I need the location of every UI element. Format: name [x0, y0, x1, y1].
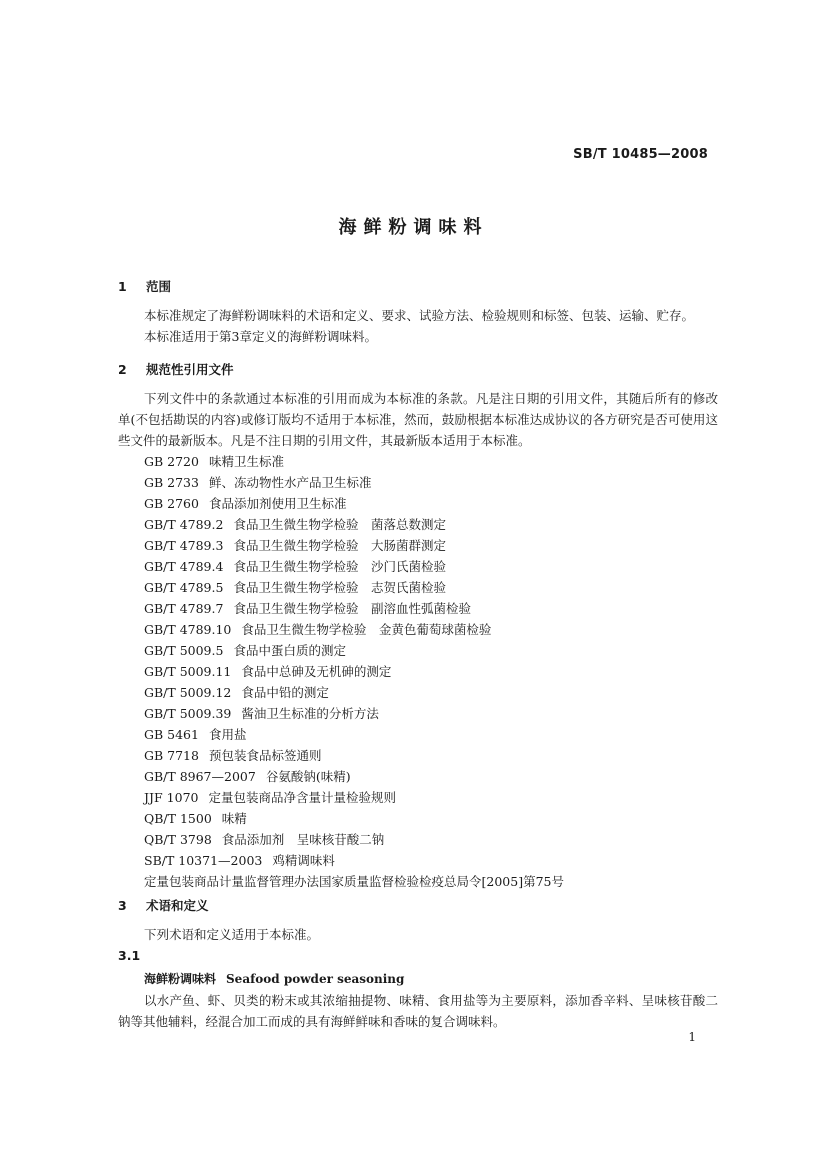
reference-code: GB/T 5009.12 — [144, 685, 232, 700]
reference-list — [118, 451, 718, 871]
reference-code: JJF 1070 — [144, 790, 199, 805]
reference-item — [144, 724, 718, 745]
reference-item — [144, 493, 718, 514]
reference-code: GB/T 5009.39 — [144, 706, 232, 721]
reference-code: GB 5461 — [144, 727, 199, 742]
reference-code: GB/T 4789.3 — [144, 538, 224, 553]
section-title: 规范性引用文件 — [146, 362, 234, 377]
reference-code: GB 2733 — [144, 475, 199, 490]
reference-code: GB/T 4789.4 — [144, 559, 224, 574]
reference-item — [144, 556, 718, 577]
reference-code: GB 7718 — [144, 748, 199, 763]
term-english: Seafood powder seasoning — [226, 972, 405, 986]
section-normative-references — [118, 359, 718, 892]
section-terms — [118, 895, 718, 1032]
reference-code: QB/T 3798 — [144, 832, 212, 847]
reference-title: 食品添加剂使用卫生标准 — [208, 496, 347, 511]
reference-item — [144, 640, 718, 661]
section-number: 2 — [118, 362, 127, 377]
reference-title: 鲜、冻动物性水产品卫生标准 — [208, 475, 372, 490]
reference-item — [144, 451, 718, 472]
paragraph: 下列文件中的条款通过本标准的引用而成为本标准的条款。凡是注日期的引用文件，其随后所有的修改单(不包括勘误的内容)或修订版均不适用于本标准，然而，鼓励根据本标准达成协议的各方研究是否可使用这些文件的最新版本。凡是不注日期的引用文件，其最新版本适用于本标准。 — [118, 391, 718, 448]
page-number: 1 — [688, 1030, 696, 1044]
reference-item — [144, 472, 718, 493]
reference-item — [144, 787, 718, 808]
reference-title: 酱油卫生标准的分析方法 — [241, 706, 379, 721]
reference-title: 食品卫生微生物学检验 大肠菌群测定 — [233, 538, 446, 553]
reference-title: 食品卫生微生物学检验 志贺氏菌检验 — [233, 580, 446, 595]
reference-item — [144, 766, 718, 787]
reference-title: 预包装食品标签通则 — [208, 748, 322, 763]
reference-item — [144, 745, 718, 766]
reference-title: 食品卫生微生物学检验 菌落总数测定 — [233, 517, 446, 532]
reference-code: QB/T 1500 — [144, 811, 212, 826]
reference-item — [144, 598, 718, 619]
standard-code: SB/T 10485—2008 — [573, 147, 708, 162]
reference-code: GB/T 4789.10 — [144, 622, 232, 637]
reference-title: 食用盐 — [208, 727, 247, 742]
reference-title: 食品中铅的测定 — [241, 685, 329, 700]
section-number: 1 — [118, 279, 127, 294]
section-heading — [118, 276, 718, 297]
reference-item — [144, 619, 718, 640]
reference-item — [144, 514, 718, 535]
reference-title: 食品卫生微生物学检验 副溶血性弧菌检验 — [233, 601, 471, 616]
reference-title: 鸡精调味料 — [272, 853, 335, 868]
reference-code: GB 2720 — [144, 454, 199, 469]
reference-item — [144, 808, 718, 829]
reference-item — [144, 829, 718, 850]
reference-code: GB/T 4789.7 — [144, 601, 224, 616]
term-entry — [118, 969, 718, 990]
reference-title: 食品中蛋白质的测定 — [233, 643, 346, 658]
section-scope — [118, 276, 718, 347]
reference-item — [144, 577, 718, 598]
paragraph: 本标准适用于第3章定义的海鲜粉调味料。 — [144, 329, 377, 344]
reference-code: GB/T 4789.5 — [144, 580, 224, 595]
decree-reference: 定量包装商品计量监督管理办法国家质量监督检验检疫总局令[2005]第75号 — [144, 874, 564, 889]
reference-title: 味精卫生标准 — [208, 454, 284, 469]
reference-item — [144, 535, 718, 556]
section-number: 3 — [118, 898, 127, 913]
reference-code: GB/T 5009.5 — [144, 643, 224, 658]
reference-title: 食品卫生微生物学检验 沙门氏菌检验 — [233, 559, 446, 574]
reference-item — [144, 850, 718, 871]
reference-code: GB/T 5009.11 — [144, 664, 232, 679]
term-chinese: 海鲜粉调味料 — [144, 972, 217, 986]
reference-code: GB/T 8967—2007 — [144, 769, 256, 784]
paragraph: 下列术语和定义适用于本标准。 — [144, 927, 320, 942]
reference-item — [144, 682, 718, 703]
reference-title: 食品卫生微生物学检验 金黄色葡萄球菌检验 — [241, 622, 492, 637]
reference-code: SB/T 10371—2003 — [144, 853, 263, 868]
reference-title: 食品中总砷及无机砷的测定 — [241, 664, 392, 679]
reference-title: 谷氨酸钠(味精) — [265, 769, 351, 784]
reference-code: GB 2760 — [144, 496, 199, 511]
term-definition: 以水产鱼、虾、贝类的粉末或其浓缩抽提物、味精、食用盐等为主要原料，添加香辛料、呈味核苷酸二钠等其他辅料，经混合加工而成的具有海鲜鲜味和香味的复合调味料。 — [118, 993, 718, 1029]
paragraph: 本标准规定了海鲜粉调味料的术语和定义、要求、试验方法、检验规则和标签、包装、运输、贮存。 — [144, 308, 695, 323]
reference-title: 定量包装商品净含量计量检验规则 — [208, 790, 396, 805]
reference-item — [144, 661, 718, 682]
clause-number: 3.1 — [118, 948, 141, 963]
section-heading — [118, 359, 718, 380]
section-title: 范围 — [146, 279, 172, 294]
reference-code: GB/T 4789.2 — [144, 517, 224, 532]
document-title: 海鲜粉调味料 — [338, 217, 489, 238]
reference-title: 食品添加剂 呈味核苷酸二钠 — [221, 832, 385, 847]
reference-title: 味精 — [221, 811, 247, 826]
section-heading — [118, 895, 718, 916]
section-title: 术语和定义 — [146, 898, 209, 913]
reference-item — [144, 703, 718, 724]
